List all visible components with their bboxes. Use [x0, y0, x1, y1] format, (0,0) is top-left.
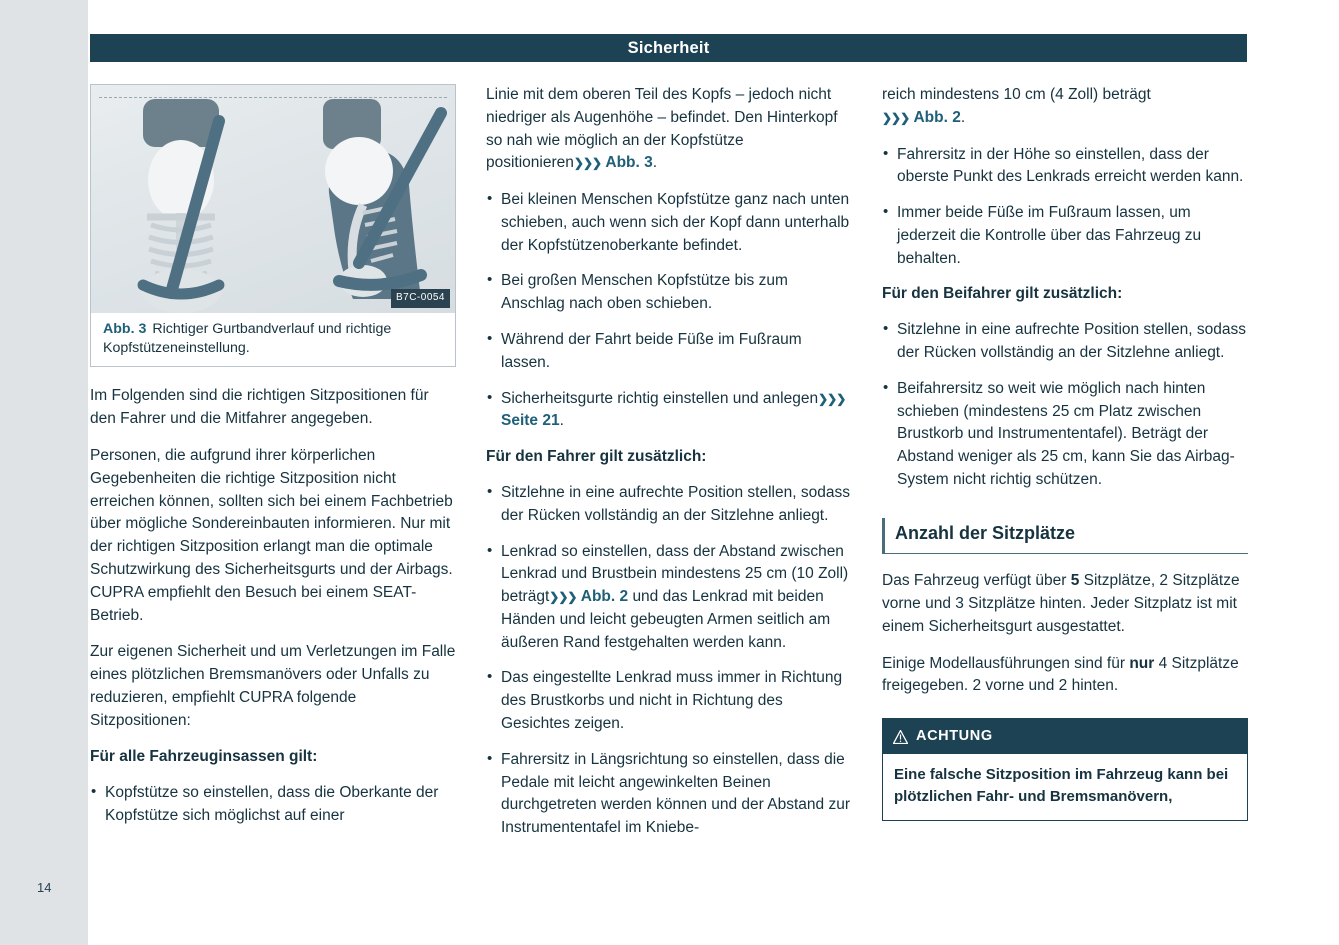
column-2 [486, 84, 852, 853]
warning-box [882, 718, 1248, 821]
col3-subheading: Für den Beifahrer gilt zusätzlich: [882, 285, 1123, 303]
col2-subheading: Für den Fahrer gilt zusätzlich: [486, 448, 707, 466]
page-left-gutter [0, 0, 88, 945]
col2-bullet4-reference[interactable]: Seite 21 [501, 412, 560, 430]
col2-bullet6-text-b: und das Lenkrad mit beiden Händen und leicht gebeugten Armen seitlich am äußeren Rand festgehalten werden kann. [501, 588, 831, 651]
page-header-bar [90, 34, 1247, 62]
column-1 [90, 84, 456, 841]
col2-bullet-1: • Bei kleinen Menschen Kopfstütze ganz nach unten schieben, auch wenn sich der Kopf dann unterhalb der Kopfstützenoberkante befindet. [486, 189, 852, 257]
col3-p1-text-b: . [960, 108, 966, 126]
col3-bullet-2: • Immer beide Füße im Fußraum lassen, um jederzeit die Kontrolle über das Fahrzeug zu behalten. [882, 202, 1248, 270]
col1-paragraph-1: Im Folgenden sind die richtigen Sitzpositionen für den Fahrer und die Mitfahrer angegeben. [90, 387, 429, 428]
figure-image [91, 85, 455, 313]
col1-subheading: Für alle Fahrzeuginsassen gilt: [90, 748, 318, 766]
content-columns [90, 84, 1250, 894]
section-heading-anzahl-sitzplaetze: Anzahl der Sitzplätze [882, 518, 1248, 554]
col2-bullet-2: • Bei großen Menschen Kopfstütze bis zum Anschlag nach oben schieben. [486, 270, 852, 316]
column-3 [882, 84, 1248, 821]
figure-abb-3 [90, 84, 456, 367]
col2-p1-text-a: Linie mit dem oberen Teil des Kopfs – jedoch nicht niedriger als Augenhöhe – befindet. Den Hinterkopf so nah wie möglich an der Kopfstütze positionieren [486, 86, 838, 172]
page-number: 14 [37, 880, 52, 895]
warning-box-body: Eine falsche Sitzposition im Fahrzeug kann bei plötzlichen Fahr- und Bremsmanövern, [894, 766, 1229, 806]
seatbelt-illustration [91, 85, 455, 313]
col2-bullet-5: • Sitzlehne in eine aufrechte Position stellen, sodass der Rücken vollständig an der Sitzlehne anliegt. [486, 482, 852, 528]
col3-p1-text-a: reich mindestens 10 cm (4 Zoll) beträgt [882, 86, 1151, 103]
col2-bullet-4 [486, 388, 852, 434]
col3-p2-text-b: Sitzplätze, 2 Sitzplätze vorne und 3 Sitzplätze hinten. Jeder Sitzplatz ist mit einem Sicherheitsgurt ausgestattet. [882, 572, 1240, 635]
col3-p1-reference[interactable]: Abb. 2 [913, 108, 961, 126]
col2-bullet4-text-a: Sicherheitsgurte richtig einstellen und anlegen [501, 389, 819, 407]
col3-bullet-1: • Fahrersitz in der Höhe so einstellen, dass der oberste Punkt des Lenkrads erreicht werden kann. [882, 144, 1248, 190]
col3-p3-text-b: 4 Sitzplätze freigegeben. 2 vorne und 2 hinten. [882, 654, 1239, 695]
col3-p2-bold-value: 5 [1070, 572, 1080, 590]
col3-bullet-3: • Sitzlehne in eine aufrechte Position stellen, sodass der Rücken vollständig an der Sitzlehne anliegt. [882, 319, 1248, 365]
col2-paragraph-1 [486, 84, 852, 175]
col1-paragraph-2: Personen, die aufgrund ihrer körperlichen Gegebenheiten die richtige Sitzposition nicht erreichen können, sollten sich bei einem Fachbetrieb über mögliche Sondereinbauten informieren. Nur mit der richtigen Sitzposition erlangt man die optimale Schutzwirkung des Sicherheitsgurts und der Airbags. CUPRA empfiehlt den Besuch bei einem SEAT-Betrieb. [90, 447, 453, 624]
col3-paragraph-1 [882, 84, 1248, 130]
col1-paragraph-3: Zur eigenen Sicherheit und um Verletzungen im Falle eines plötzlichen Bremsmanövers oder Unfalls zu reduzieren, empfiehlt CUPRA folgende Sitzpositionen: [90, 643, 456, 729]
col2-bullet-8: • Fahrersitz in Längsrichtung so einstellen, dass die Pedale mit leicht angewinkelten Beinen durchgetreten werden können und der Abstand zur Instrumententafel im Kniebe- [486, 749, 852, 840]
col2-p1-text-b: . [652, 154, 658, 172]
figure-dashed-guide [99, 97, 447, 98]
col2-bullet6-text-a: Lenkrad so einstellen, dass der Abstand zwischen Lenkrad und Brustbein mindestens 25 cm (10 Zoll) beträgt [501, 542, 849, 606]
col2-p1-reference[interactable]: Abb. 3 [605, 154, 653, 172]
col2-bullet-3: • Während der Fahrt beide Füße im Fußraum lassen. [486, 329, 852, 375]
col3-p2-text-a: Das Fahrzeug verfügt über [882, 572, 1067, 590]
col2-bullet-7: • Das eingestellte Lenkrad muss immer in Richtung des Brustkorbs und nicht in Richtung des Gesichtes zeigen. [486, 667, 852, 735]
cross-reference-arrows-icon: ❯❯❯ [818, 391, 846, 406]
col3-bullet-4: • Beifahrersitz so weit wie möglich nach hinten schieben (mindestens 25 cm Platz zwischen Brustkorb und Instrumententafel). Beträgt der Abstand weniger als 25 cm, kann Sie das Airbag-System nicht richtig schützen. [882, 378, 1248, 492]
col3-p3-bold-value: nur [1129, 654, 1155, 672]
warning-triangle-icon [893, 730, 908, 744]
figure-image-code: B7C-0054 [391, 289, 450, 308]
cross-reference-arrows-icon: ❯❯❯ [549, 590, 577, 605]
figure-label: Abb. 3 [103, 321, 147, 337]
figure-caption [91, 313, 455, 366]
col3-paragraph-2 [882, 570, 1248, 638]
figure-caption-text: Richtiger Gurtbandverlauf und richtige Kopfstützeneinstellung. [103, 321, 392, 356]
warning-box-header [883, 719, 1247, 754]
warning-box-title: ACHTUNG [916, 728, 993, 745]
col3-paragraph-3 [882, 653, 1248, 699]
page-header-title: Sicherheit [627, 38, 710, 57]
col2-bullet-6 [486, 541, 852, 655]
col1-bullet-1: • Kopfstütze so einstellen, dass die Oberkante der Kopfstütze sich möglichst auf einer [90, 782, 456, 828]
col2-bullet4-text-b: . [559, 412, 564, 430]
cross-reference-arrows-icon: ❯❯❯ [882, 110, 910, 125]
cross-reference-arrows-icon: ❯❯❯ [573, 156, 602, 171]
col3-p3-text-a: Einige Modellausführungen sind für [882, 654, 1125, 672]
col2-bullet6-reference[interactable]: Abb. 2 [580, 588, 629, 606]
